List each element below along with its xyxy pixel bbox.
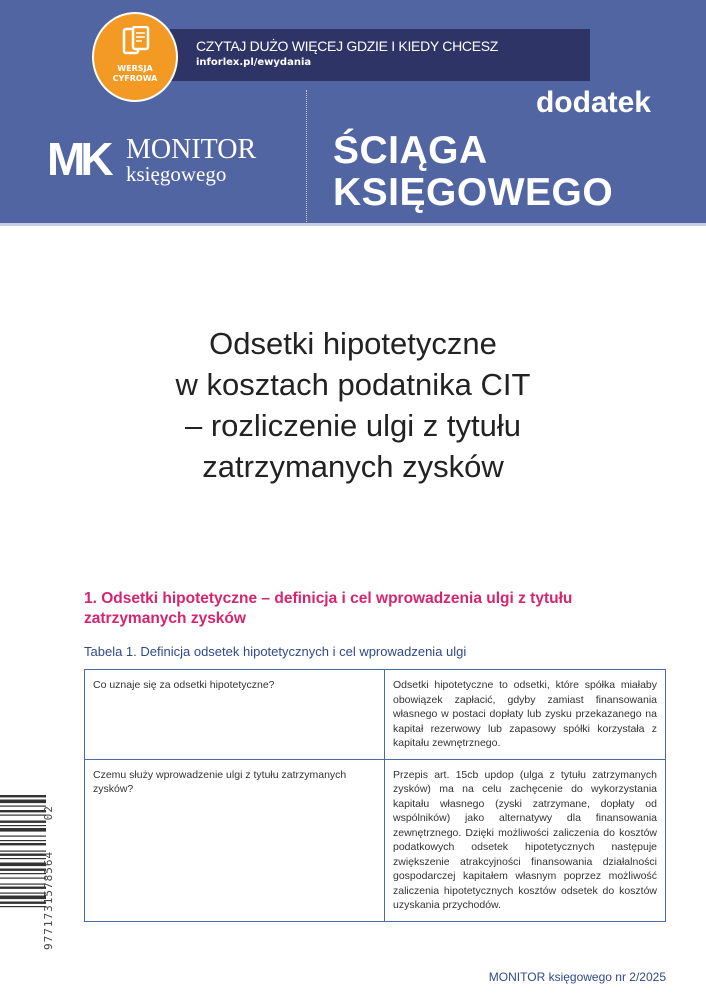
answer-cell: Przepis art. 15cb updop (ulga z tytułu zatrzymanych zysków) ma na celu zachęcenie do wykorzystania kapitału własnego (zyski zatrzymane, dopłaty od wspólników) jako alternatywy dla finansowania zewnętrznego. Dzięki możliwości zaliczenia do kosztów podatkowych odsetek hipotetycznych następuje zwiększenie atrakcyjności finansowania działalności gospodarczej kapitałem własnym poprzez możliwość zaliczenia hipotetycznych kosztów odsetek do kosztów uzyskania przychodów. <box>385 759 666 921</box>
logo-sub: księgowego <box>126 162 227 186</box>
barcode-bar <box>0 843 46 845</box>
title-line: w kosztach podatnika CIT <box>175 367 531 402</box>
question-cell: Co uznaje się za odsetki hipotetyczne? <box>85 670 385 760</box>
supplement-title-line-1: ŚCIĄGA <box>333 129 488 172</box>
promo-url[interactable]: inforlex.pl/ewydania <box>196 57 312 68</box>
barcode-bar <box>0 887 46 889</box>
badge-line-2: CYFROWA <box>112 74 158 83</box>
barcode-bar <box>0 795 46 797</box>
barcode-bar <box>0 854 46 856</box>
header-divider <box>306 90 307 226</box>
barcode-bar <box>0 878 46 879</box>
supplement-label: dodatek <box>535 86 651 119</box>
barcode-digits <box>42 800 55 950</box>
barcode-bar <box>0 884 46 885</box>
barcode-bar <box>0 836 46 837</box>
promo-text: CZYTAJ DUŻO WIĘCEJ GDZIE I KIEDY CHCESZ <box>196 38 499 54</box>
tablet-phone-icon <box>122 26 150 56</box>
barcode-bar <box>0 840 46 841</box>
barcode-addon: 02 <box>42 805 55 821</box>
cover-header <box>0 0 706 226</box>
barcode-bar <box>0 863 46 867</box>
barcode-bar <box>0 873 46 874</box>
barcode-bar <box>0 800 46 804</box>
barcode-bar <box>0 810 46 812</box>
barcode-bar <box>0 828 46 832</box>
supplement-title-line-2: KSIĘGOWEGO <box>333 171 614 214</box>
supplement-title <box>333 130 613 214</box>
title-line: – rozliczenie ulgi z tytułu <box>185 408 521 443</box>
barcode-bar <box>0 896 46 900</box>
section-heading: 1. Odsetki hipotetyczne – definicja i cel wprowadzenia ulgi z tytułu zatrzymanych zysków <box>84 590 573 627</box>
barcode <box>0 795 48 945</box>
barcode-bar <box>0 869 46 871</box>
badge-line-1: WERSJA <box>117 64 153 73</box>
barcode-bar <box>0 821 46 823</box>
title-line: Odsetki hipotetyczne <box>209 326 497 361</box>
definition-table <box>84 669 666 922</box>
question-cell: Czemu służy wprowadzenie ulgi z tytułu zatrzymanych zysków? <box>85 759 385 921</box>
logo-mark: MK <box>47 133 109 185</box>
table-caption: Tabela 1. Definicja odsetek hipotetycznych i cel wprowadzenia ulgi <box>84 644 467 659</box>
barcode-number: 9771731578564 <box>42 850 55 950</box>
barcode-bar <box>0 858 46 859</box>
barcode-bar <box>0 902 46 904</box>
barcode-bar <box>0 825 46 826</box>
digital-version-badge <box>92 12 178 102</box>
barcode-bar <box>0 815 46 816</box>
barcode-bar <box>0 806 46 807</box>
page-title <box>0 323 706 487</box>
barcode-bar <box>0 906 46 907</box>
footer-issue: MONITOR księgowego nr 2/2025 <box>488 970 666 984</box>
logo-name: MONITOR <box>126 134 257 165</box>
barcode-bar <box>0 893 46 894</box>
promo-banner[interactable] <box>170 29 590 81</box>
barcode-bar <box>0 851 46 852</box>
table-row <box>85 759 666 921</box>
title-line: zatrzymanych zysków <box>202 449 504 484</box>
table-row <box>85 670 666 760</box>
answer-cell: Odsetki hipotetyczne to odsetki, które spółka miałaby obowiązek zapłacić, gdyby zamiast finansowania własnego w postaci dopłaty lub zysku przekazanego na kapitał rezerwowy lub zapasowy spółki korzystała z kapitału zewnętrznego. <box>385 670 666 760</box>
